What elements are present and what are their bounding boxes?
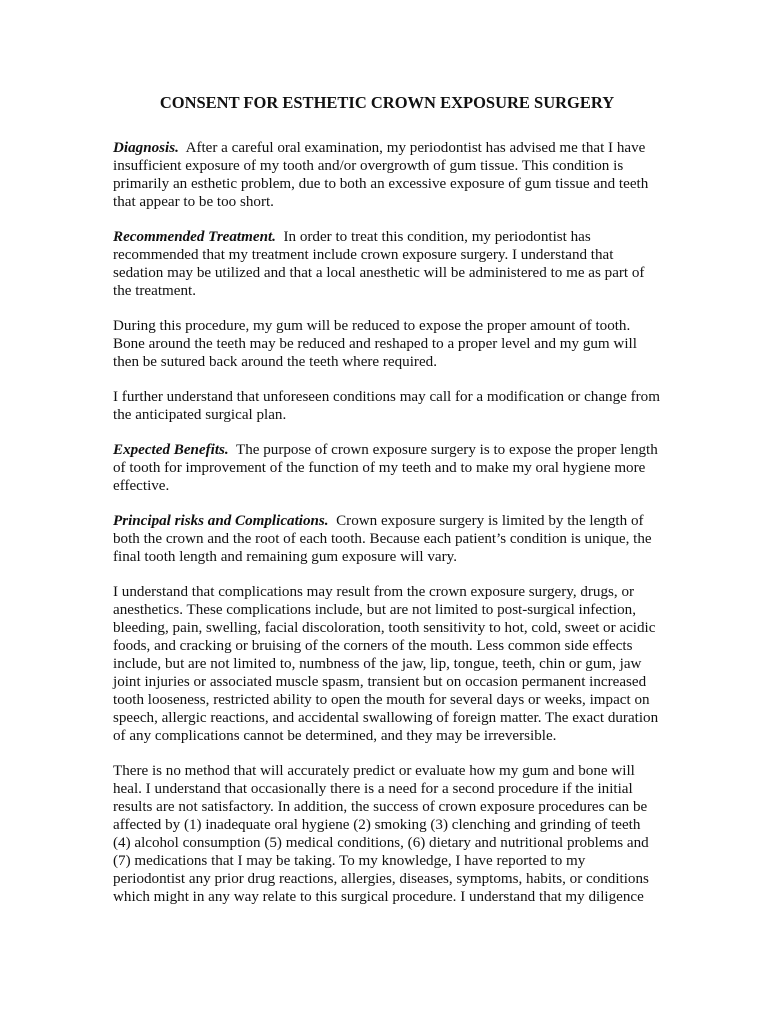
text-healing: There is no method that will accurately predict or evaluate how my gum and bone will heal. I understand that occasionally there is a need for a second procedure if the initial results are not satisfactory. In addition, the success of crown exposure procedures can be affected by (1) inadequate oral hygiene (2) smoking (3) clenching and grinding of teeth (4) alcohol consumption (5) medical conditions, (6) dietary and nutritional problems and (7) medications that I may be taking. To my knowledge, I have reported to my periodontist any prior drug reactions, allergies, diseases, symptoms, habits, or conditions which might in any way relate to this surgical procedure. I understand that my diligence [113,763,649,905]
text-diagnosis: After a careful oral examination, my periodontist has advised me that I have insufficient exposure of my tooth and/or overgrowth of gum tissue. This condition is primarily an esthetic problem, due to both an excessive exposure of gum tissue and teeth that appear to be too short. [113,140,649,210]
text-recommended-treatment: In order to treat this condition, my periodontist has recommended that my treatment include crown exposure surgery. I understand that sedation may be utilized and that a local anesthetic will be administered to me as part of the treatment. [113,229,645,299]
paragraph-complications [113,583,661,745]
document-title: CONSENT FOR ESTHETIC CROWN EXPOSURE SURGERY [159,93,615,112]
paragraph-principal-risks [113,512,661,566]
heading-expected-benefits: Expected Benefits. [113,442,229,458]
text-procedure: During this procedure, my gum will be reduced to expose the proper amount of tooth. Bone around the teeth may be reduced and reshaped to a proper level and my gum will then be sutured back around the teeth where required. [113,318,637,370]
paragraph-expected-benefits [113,441,661,495]
text-expected-benefits: The purpose of crown exposure surgery is to expose the proper length of tooth for improvement of the function of my teeth and to make my oral hygiene more effective. [113,442,658,494]
paragraph-procedure [113,317,661,371]
heading-recommended-treatment: Recommended Treatment. [113,229,276,245]
text-unforeseen-conditions: I further understand that unforeseen conditions may call for a modification or change from the anticipated surgical plan. [113,389,660,423]
heading-diagnosis: Diagnosis. [113,140,179,156]
paragraph-recommended-treatment [113,228,661,300]
heading-principal-risks: Principal risks and Complications. [113,513,329,529]
paragraph-diagnosis [113,139,661,211]
text-principal-risks: Crown exposure surgery is limited by the length of both the crown and the root of each tooth. Because each patient’s condition is unique, the final tooth length and remaining gum exposure will vary. [113,513,652,565]
paragraph-healing [113,762,661,906]
document-page [113,93,661,923]
text-complications: I understand that complications may result from the crown exposure surgery, drugs, or anesthetics. These complications include, but are not limited to post-surgical infection, bleeding, pain, swelling, facial discoloration, tooth sensitivity to hot, cold, sweet or acidic foods, and cracking or bruising of the corners of the mouth. Less common side effects include, but are not limited to, numbness of the jaw, lip, tongue, teeth, chin or gum, jaw joint injuries or associated muscle spasm, transient but on occasion permanent increased tooth looseness, restricted ability to open the mouth for several days or weeks, impact on speech, allergic reactions, and accidental swallowing of foreign matter. The exact duration of any complications cannot be determined, and they may be irreversible. [113,584,659,744]
paragraph-unforeseen-conditions [113,388,661,424]
